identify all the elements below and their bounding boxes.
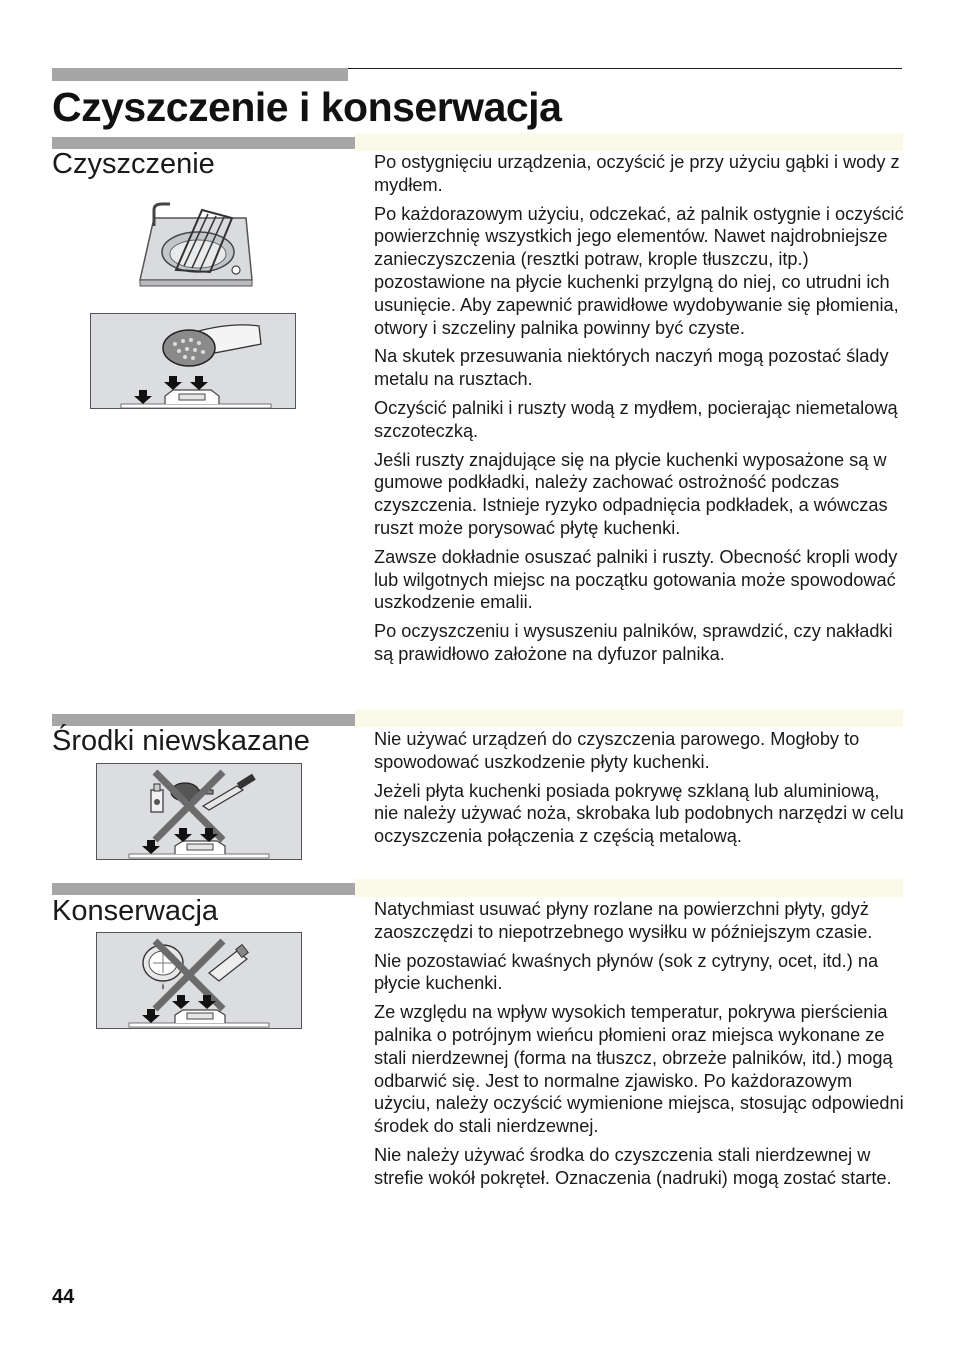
section-heading-maintenance: Konserwacja <box>52 895 219 927</box>
section-body-agents <box>374 728 904 854</box>
page-title: Czyszczenie i konserwacja <box>52 84 562 130</box>
section-bar-cream-cleaning <box>355 133 903 151</box>
paragraph: Nie pozostawiać kwaśnych płynów (sok z cytryny, ocet, itd.) na płycie kuchenki. <box>374 950 879 994</box>
section-body-cleaning <box>374 151 904 672</box>
paragraph: Jeśli ruszty znajdujące się na płycie kuchenki wyposażone są w gumowe podkładki, należy zachować ostrożność podczas czyszczenia. Istnieje ryzyko odpadnięcia podkładek, a wówczas ruszt może porysować płytę kuchenki. <box>374 449 888 538</box>
paragraph: Po oczyszczeniu i wysuszeniu palników, sprawdzić, czy nakładki są prawidłowo założone na dyfuzor palnika. <box>374 621 893 664</box>
header-gray-bar <box>52 68 348 81</box>
paragraph: Jeżeli płyta kuchenki posiada pokrywę szklaną lub aluminiową, nie należy używać noża, skrobaka lub podobnych narzędzi w celu oczyszczenia połączenia z częścią metalową. <box>374 780 904 847</box>
paragraph: Na skutek przesuwania niektórych naczyń mogą pozostać ślady metalu na rusztach. <box>374 346 889 390</box>
paragraph: Po ostygnięciu urządzenia, oczyścić je przy użyciu gąbki i wody z mydłem. <box>374 152 900 195</box>
prohibited-tools-illustration <box>96 763 302 860</box>
section-bar-cream-agents <box>355 709 903 727</box>
sink-illustration <box>136 196 256 288</box>
section-bar-cream-maintenance <box>355 879 903 897</box>
section-body-maintenance <box>374 898 904 1196</box>
acid-liquids-illustration <box>96 932 302 1029</box>
paragraph: Nie należy używać środka do czyszczenia stali nierdzewnej w strefie wokół pokręteł. Oznaczenia (nadruki) mogą zostać starte. <box>374 1144 892 1188</box>
section-heading-agents: Środki niewskazane <box>52 725 310 757</box>
header-rule <box>348 68 902 69</box>
paragraph: Natychmiast usuwać płyny rozlane na powierzchni płyty, gdyż zaoszczędzi to niepotrzebnego wysiłku w późniejszym czasie. <box>374 899 873 942</box>
paragraph: Oczyścić palniki i ruszty wodą z mydłem, pocierając niemetalową szczoteczką. <box>374 397 898 441</box>
paragraph: Nie używać urządzeń do czyszczenia parowego. Mogłoby to spowodować uszkodzenie płyty kuchenki. <box>374 729 860 772</box>
section-bar-maintenance <box>52 883 355 895</box>
sponge-illustration <box>90 313 296 409</box>
page-number: 44 <box>52 1286 75 1308</box>
paragraph: Ze względu na wpływ wysokich temperatur, pokrywa pierścienia palnika o potrójnym wieńcu płomieni oraz miejsca wykonane ze stali nierdzewnej (forma na tłuszcz, obrzeże palników, itd.) mogą odbarwić się. Jest to normalne zjawisko. Po każdorazowym użyciu, należy oczyścić wymienione miejsca, stosując odpowiedni środek do stali nierdzewnej. <box>374 1002 904 1137</box>
paragraph: Zawsze dokładnie osuszać palniki i ruszty. Obecność kropli wody lub wilgotnych miejsc na początku gotowania może spowodować uszkodzenie emalii. <box>374 546 898 613</box>
paragraph: Po każdorazowym użyciu, odczekać, aż palnik ostygnie i oczyścić powierzchnię wszystkich jego elementów. Nawet najdrobniejsze zanieczyszczenia (resztki potraw, krople tłuszczu, itp.) pozostawione na płycie kuchenki przylgną do niej, co utrudni ich usunięcie. Aby zapewnić prawidłowe wydobywanie się płomienia, otwory i szczeliny palnika powinny być czyste. <box>374 203 904 338</box>
section-heading-cleaning: Czyszczenie <box>52 148 215 180</box>
